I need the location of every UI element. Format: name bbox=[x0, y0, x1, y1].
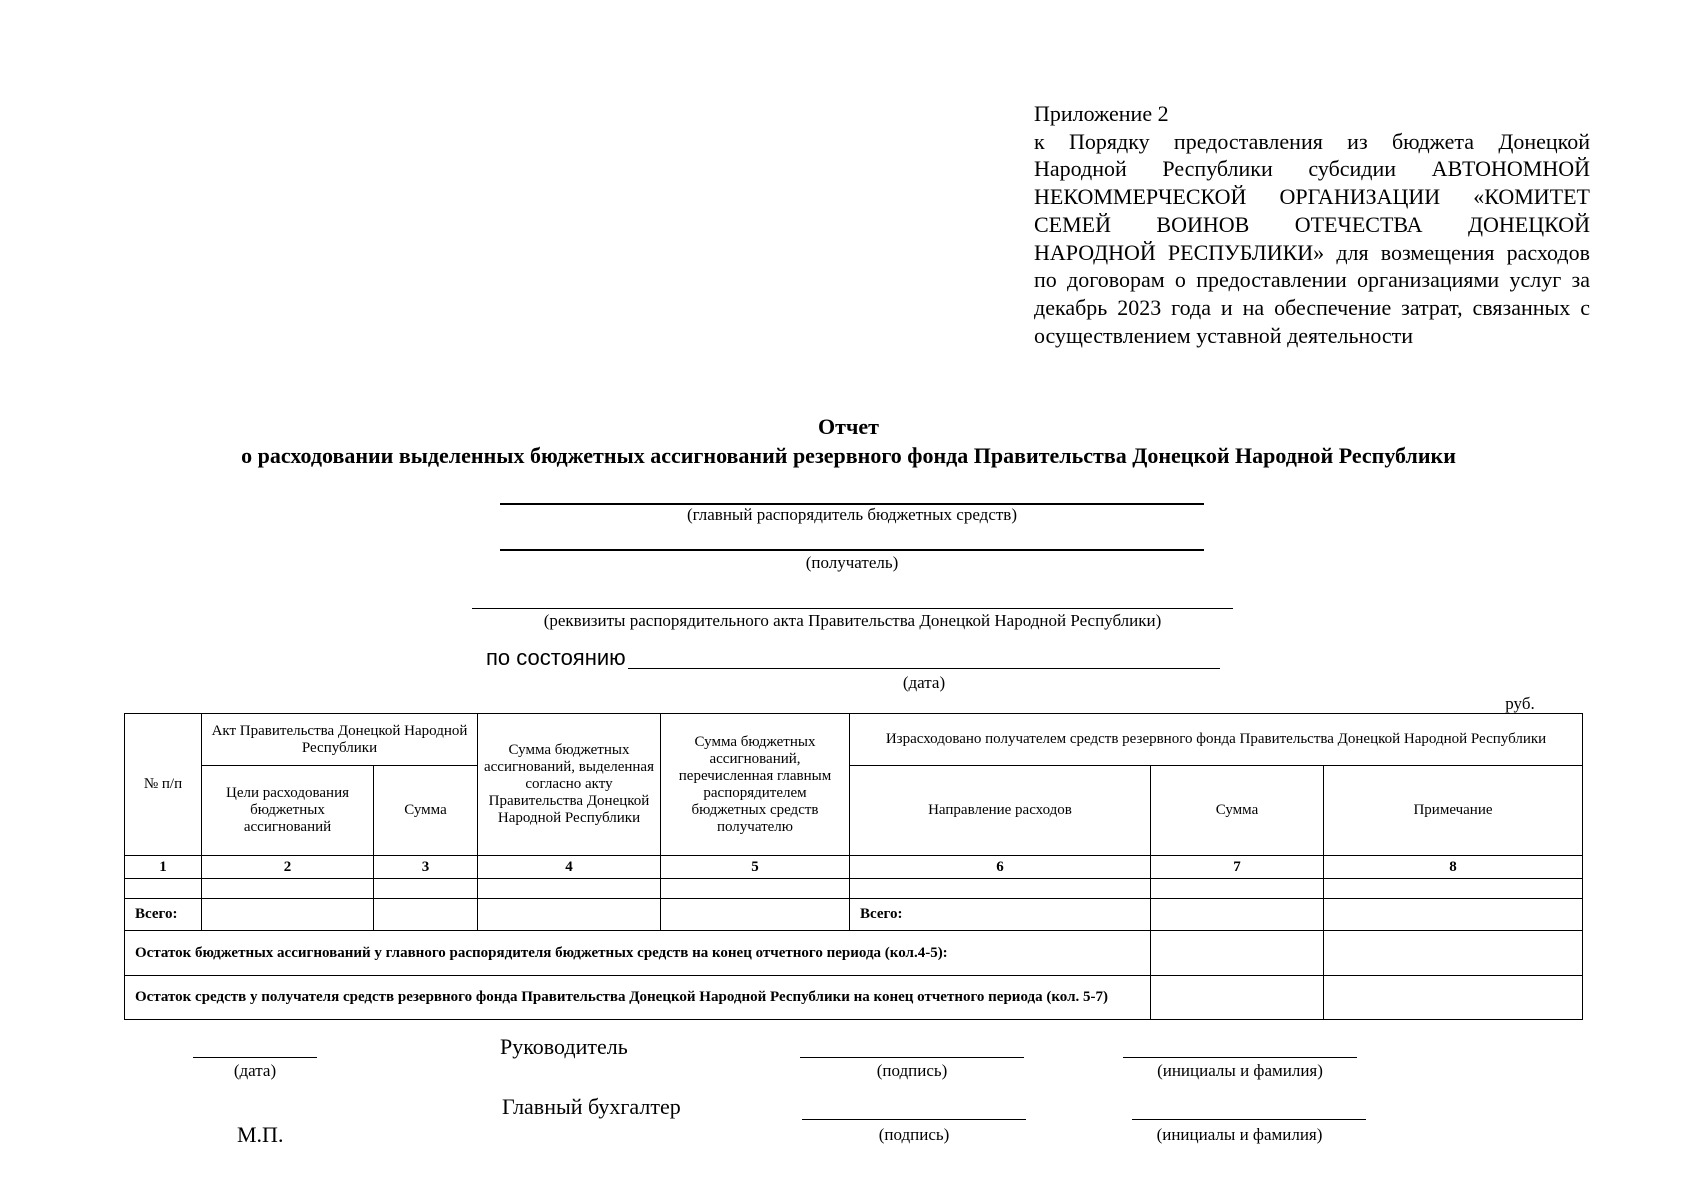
column-number: 8 bbox=[1324, 856, 1583, 879]
header-direction: Направление расходов bbox=[850, 766, 1151, 856]
total-row bbox=[125, 899, 1583, 931]
date-line[interactable] bbox=[628, 668, 1220, 669]
remainder-chief-label: Остаток бюджетных ассигнований у главного распорядителя бюджетных средств на конец отчетного периода (кол.4-5): bbox=[125, 931, 1151, 976]
table-cell[interactable] bbox=[478, 879, 661, 899]
header-act-sum: Сумма bbox=[374, 766, 478, 856]
act-details-line[interactable] bbox=[472, 608, 1233, 609]
table-cell[interactable] bbox=[478, 899, 661, 931]
column-number: 1 bbox=[125, 856, 202, 879]
accountant-initials-caption: (инициалы и фамилия) bbox=[1156, 1125, 1323, 1144]
column-number: 7 bbox=[1151, 856, 1324, 879]
table-cell[interactable] bbox=[1151, 976, 1324, 1020]
sign-date-line[interactable] bbox=[193, 1057, 317, 1058]
table-cell[interactable] bbox=[202, 879, 374, 899]
act-details-caption: (реквизиты распорядительного акта Правительства Донецкой Народной Республики) bbox=[543, 611, 1162, 630]
table-cell[interactable] bbox=[1324, 899, 1583, 931]
table-cell[interactable] bbox=[1324, 931, 1583, 976]
head-initials-caption: (инициалы и фамилия) bbox=[1157, 1061, 1323, 1080]
total-label: Всего: bbox=[125, 899, 202, 931]
table-cell[interactable] bbox=[850, 879, 1151, 899]
total-label-right: Всего: bbox=[850, 899, 1151, 931]
table-cell[interactable] bbox=[1151, 931, 1324, 976]
accountant-signature-caption: (подпись) bbox=[878, 1125, 950, 1144]
header-purposes: Цели расходования бюджетных ассигнований bbox=[202, 766, 374, 856]
report-subtitle: о расходовании выделенных бюджетных ассигнований резервного фонда Правительства Донецкой Народной Республики bbox=[241, 443, 1456, 468]
currency-label: руб. bbox=[1505, 694, 1535, 713]
header-act: Акт Правительства Донецкой Народной Республики bbox=[202, 714, 478, 766]
head-signature-caption: (подпись) bbox=[876, 1061, 948, 1080]
remainder-recipient-label: Остаток средств у получателя средств резервного фонда Правительства Донецкой Народной Республики на конец отчетного периода (кол. 5-7) bbox=[125, 976, 1151, 1020]
date-caption: (дата) bbox=[902, 673, 946, 692]
chief-manager-caption: (главный распорядитель бюджетных средств) bbox=[687, 505, 1017, 524]
table-cell[interactable] bbox=[1151, 879, 1324, 899]
recipient-line[interactable] bbox=[500, 549, 1204, 551]
table-row bbox=[125, 879, 1583, 899]
table-cell[interactable] bbox=[1151, 899, 1324, 931]
header-note: Примечание bbox=[1324, 766, 1583, 856]
report-table bbox=[124, 713, 1583, 1020]
header-spent-sum: Сумма bbox=[1151, 766, 1324, 856]
report-title: Отчет bbox=[818, 414, 879, 439]
head-initials-line[interactable] bbox=[1123, 1057, 1357, 1058]
column-number: 5 bbox=[661, 856, 850, 879]
table-cell[interactable] bbox=[1324, 879, 1583, 899]
recipient-caption: (получатель) bbox=[805, 553, 899, 572]
column-number: 3 bbox=[374, 856, 478, 879]
remainder-recipient-row bbox=[125, 976, 1583, 1020]
stamp-label: М.П. bbox=[237, 1122, 284, 1147]
appendix-heading: Приложение 2 bbox=[1034, 101, 1169, 126]
table-cell[interactable] bbox=[1324, 976, 1583, 1020]
table-cell[interactable] bbox=[125, 879, 202, 899]
accountant-initials-line[interactable] bbox=[1132, 1119, 1366, 1120]
header-transferred: Сумма бюджетных ассигнований, перечисленная главным распорядителем бюджетных средств получателю bbox=[661, 714, 850, 856]
header-num: № п/п bbox=[125, 714, 202, 856]
head-label: Руководитель bbox=[500, 1034, 628, 1059]
column-number: 6 bbox=[850, 856, 1151, 879]
state-label: по состоянию bbox=[486, 645, 626, 670]
sign-date-caption: (дата) bbox=[233, 1061, 277, 1080]
table-cell[interactable] bbox=[661, 899, 850, 931]
table-cell[interactable] bbox=[661, 879, 850, 899]
chief-accountant-label: Главный бухгалтер bbox=[502, 1094, 681, 1119]
table-cell[interactable] bbox=[374, 879, 478, 899]
header-allocated: Сумма бюджетных ассигнований, выделенная согласно акту Правительства Донецкой Народной Республики bbox=[478, 714, 661, 856]
column-number: 2 bbox=[202, 856, 374, 879]
appendix-text: к Порядку предоставления из бюджета Донецкой Народной Республики субсидии АВТОНОМНОЙ НЕКОММЕРЧЕСКОЙ ОРГАНИЗАЦИИ «КОМИТЕТ СЕМЕЙ ВОИНОВ ОТЕЧЕСТВА ДОНЕЦКОЙ НАРОДНОЙ РЕСПУБЛИКИ» для возмещения расходов по договорам о предоставлении организациями услуг за декабрь 2023 года и на обеспечение затрат, связанных с осуществлением уставной деятельности bbox=[1034, 128, 1590, 348]
table-cell[interactable] bbox=[374, 899, 478, 931]
appendix-block bbox=[1034, 100, 1590, 349]
head-signature-line[interactable] bbox=[800, 1057, 1024, 1058]
accountant-signature-line[interactable] bbox=[802, 1119, 1026, 1120]
table-cell[interactable] bbox=[202, 899, 374, 931]
column-number: 4 bbox=[478, 856, 661, 879]
remainder-chief-row bbox=[125, 931, 1583, 976]
header-spent: Израсходовано получателем средств резервного фонда Правительства Донецкой Народной Республики bbox=[850, 714, 1583, 766]
